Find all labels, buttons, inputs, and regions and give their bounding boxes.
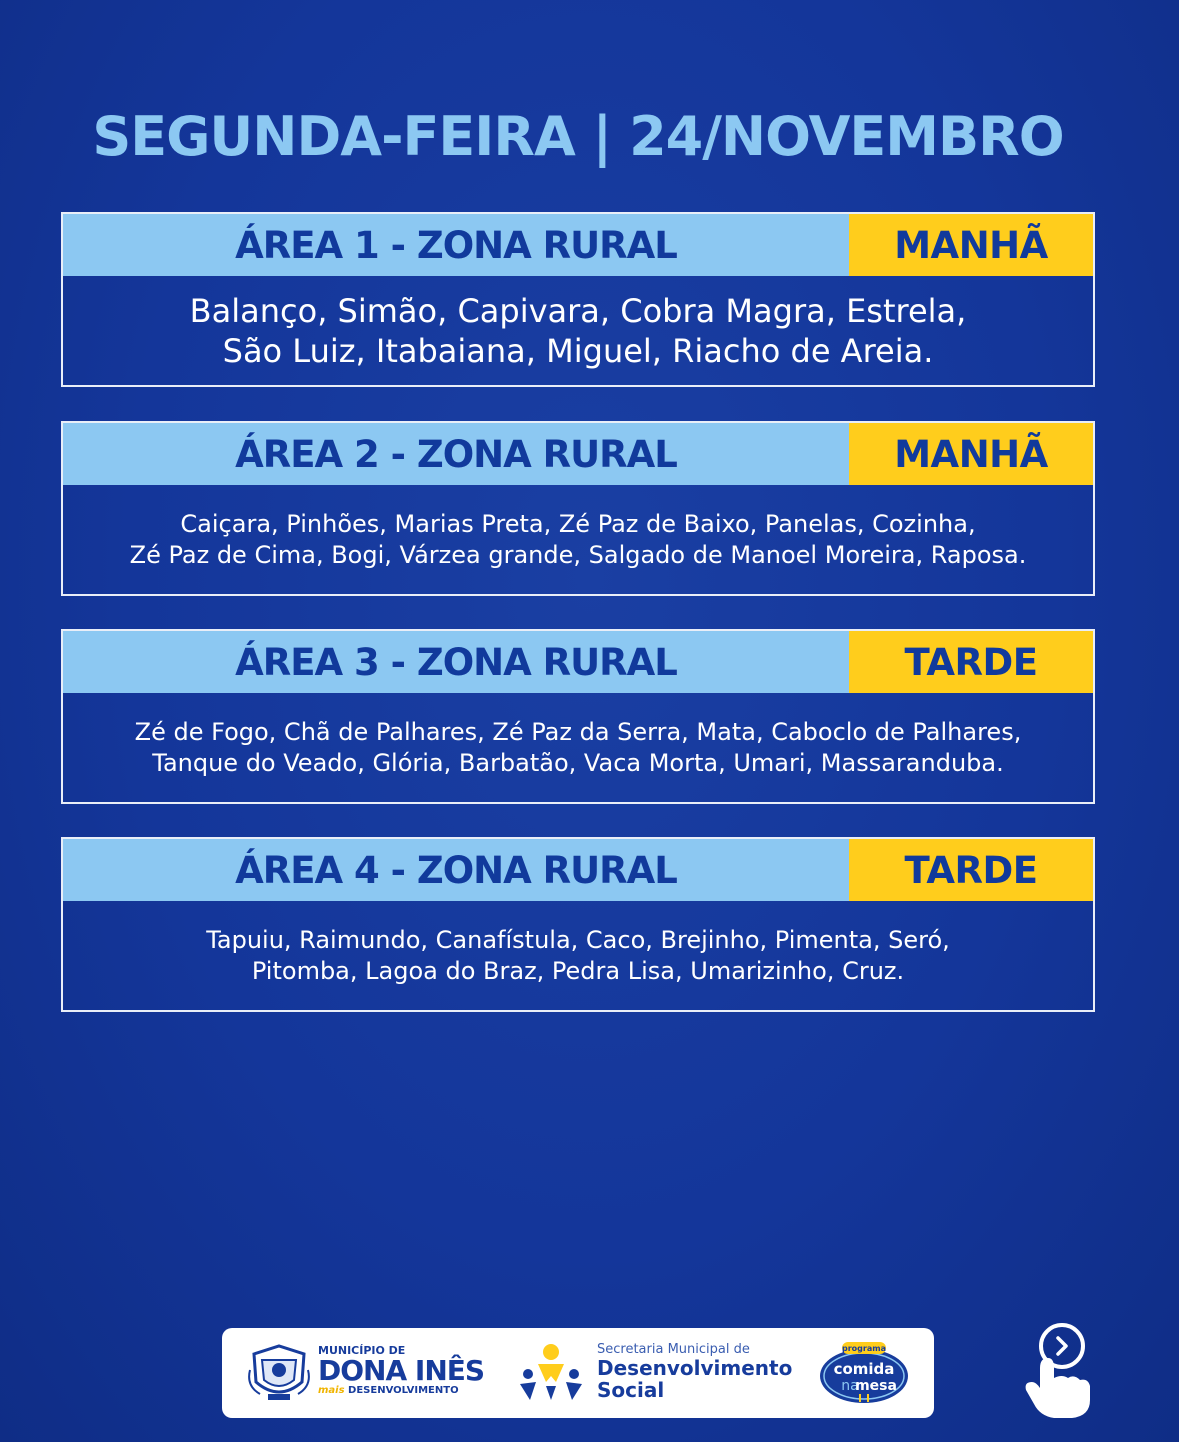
area-label: ÁREA 1 - ZONA RURAL [63, 214, 849, 276]
area-card-header [63, 839, 1093, 901]
area-label: ÁREA 4 - ZONA RURAL [63, 839, 849, 901]
locality-line: Zé Paz de Cima, Bogi, Várzea grande, Salgado de Manoel Moreira, Raposa. [129, 540, 1027, 569]
crest-icon [246, 1340, 312, 1406]
area-localities [63, 276, 1093, 385]
municipio-logo [318, 1344, 484, 1396]
area-card-1 [61, 212, 1095, 387]
locality-line: Zé de Fogo, Chã de Palhares, Zé Paz da Serra, Mata, Caboclo de Palhares, [134, 717, 1022, 746]
secretaria-small: Secretaria Municipal de [597, 1342, 750, 1357]
area-card-header [63, 214, 1093, 276]
area-label: ÁREA 3 - ZONA RURAL [63, 631, 849, 693]
period-badge: MANHÃ [849, 214, 1093, 276]
footer-logo-bar [222, 1328, 934, 1418]
area-card-header [63, 423, 1093, 485]
locality-line: Pitomba, Lagoa do Braz, Pedra Lisa, Umarizinho, Cruz. [251, 956, 905, 985]
municipio-name: DONA INÊS [318, 1354, 485, 1387]
locality-line: Tanque do Veado, Glória, Barbatão, Vaca Morta, Umari, Massaranduba. [152, 748, 1004, 777]
secretaria-line1: Desenvolvimento [597, 1356, 793, 1380]
area-card-3 [61, 629, 1095, 804]
area-card-4 [61, 837, 1095, 1012]
social-people-icon [516, 1342, 586, 1404]
area-label: ÁREA 2 - ZONA RURAL [63, 423, 849, 485]
secretaria-line2: Social [597, 1378, 665, 1402]
municipio-tag-accent: mais [318, 1385, 345, 1396]
period-badge: TARDE [849, 839, 1093, 901]
area-localities [63, 693, 1093, 802]
programa-small: programa [842, 1344, 886, 1353]
locality-line: Tapuiu, Raimundo, Canafístula, Caco, Brejinho, Pimenta, Seró, [206, 925, 950, 954]
page-title: SEGUNDA-FEIRA | 24/NOVEMBRO [92, 105, 1064, 168]
municipio-small: MUNICÍPIO DE [318, 1344, 406, 1357]
programa-line2-a: na [841, 1378, 859, 1394]
municipio-tag: DESENVOLVIMENTO [348, 1385, 459, 1396]
area-localities [63, 485, 1093, 594]
swipe-hand-icon[interactable] [1018, 1320, 1108, 1420]
locality-line: São Luiz, Itabaiana, Miguel, Riacho de Areia. [222, 331, 934, 370]
programa-line2-b: mesa [855, 1378, 897, 1394]
secretaria-logo [597, 1342, 792, 1401]
comida-na-mesa-logo [818, 1340, 910, 1406]
programa-line1: comida [833, 1360, 895, 1378]
period-badge: MANHÃ [849, 423, 1093, 485]
locality-line: Caiçara, Pinhões, Marias Preta, Zé Paz de Baixo, Panelas, Cozinha, [180, 509, 976, 538]
period-badge: TARDE [849, 631, 1093, 693]
locality-line: Balanço, Simão, Capivara, Cobra Magra, Estrela, [189, 291, 967, 330]
area-card-header [63, 631, 1093, 693]
area-card-2 [61, 421, 1095, 596]
area-localities [63, 901, 1093, 1010]
